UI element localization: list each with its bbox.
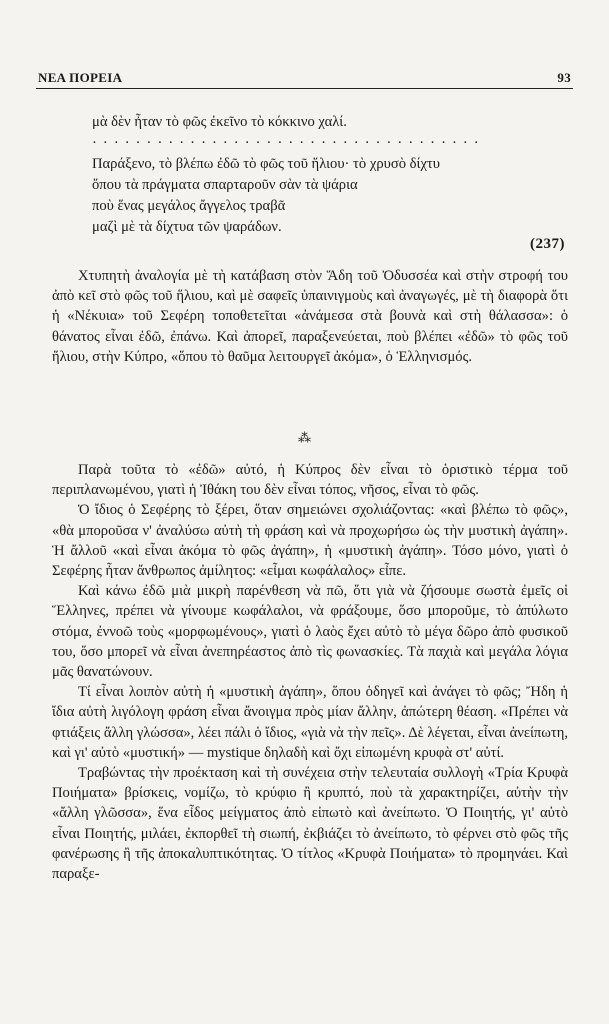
verse-line: μαζὶ μὲ τὰ δίχτυα τῶν ψαράδων.	[92, 219, 282, 235]
paragraph: Καὶ κάνω ἐδῶ μιὰ μικρὴ παρένθεση νὰ πῶ, ὅτι γιὰ νὰ ζήσουμε σωστὰ ἐμεῖς οἱ Ἕλληνες, πρέπει νὰ γίνουμε κωφάλαλοι, νὰ φράξουμε, ὅσο μποροῦμε, τὸ ἀπύλωτο στόμα, ἐννοῶ τοὺς «μορφωμένους», γιατὶ ὁ λαὸς ἔχει αὐτὸ τὸ μέγα δῶρο ἀπὸ φυσικοῦ του, ὅσο μπορεῖ νὰ εἶναι ἀνεπηρέαστος ἀπὸ τὶς φωνασκίες. Τὰ παχιὰ καὶ μεγάλα λόγια μᾶς θανατώνουν.	[52, 583, 568, 681]
paragraph: Παρὰ τοῦτα τὸ «ἐδῶ» αὐτό, ἡ Κύπρος δὲν εἶναι τὸ ὁριστικὸ τέρμα τοῦ περιπλανωμένου, γιατὶ ἡ Ἰθάκη του δὲν εἶναι τόπος, νῆσος, εἶναι τὸ φῶς.	[52, 462, 568, 499]
verse-line: Παράξενο, τὸ βλέπω ἐδῶ τὸ φῶς τοῦ ἥλιου· τὸ χρυσὸ δίχτυ	[92, 156, 441, 172]
paragraph: Χτυπητὴ ἀναλογία μὲ τὴ κατάβαση στὸν Ἅδη τοῦ Ὀδυσσέα καὶ στὴν στροφή του ἀπὸ κεῖ στὸ φῶς τοῦ ἥλιου, καὶ μὲ σαφεῖς ὑπαινιγμοὺς καὶ ἀναγωγές, μὲ τὴ διαφορὰ ὅτι ἡ «Νέκυια» τοῦ Σεφέρη τοποθετεῖται «ἀνάμεσα στὰ βουνὰ καὶ στὴ θάλασσα»: ὁ θάνατος εἶναι ἐδῶ, ἐπάνω. Καὶ ἀπορεῖ, παραξενεύεται, ποὺ βλέπει «ἐδῶ» τὸ φῶς τοῦ ἥλιου, στὴν Κύπρο, «ὅπου τὸ θαῦμα λειτουργεῖ ἀκόμα», ὁ Ἑλληνισμός.	[52, 268, 568, 365]
verse-line: ὅπου τὰ πράγματα σπαρταροῦν σὰν τὰ ψάρια	[92, 177, 358, 193]
running-header	[38, 70, 571, 86]
verse-number: (237)	[530, 236, 565, 252]
asterism-divider: ⁂	[298, 431, 311, 446]
paragraph: Τί εἶναι λοιπὸν αὐτὴ ἡ «μυστικὴ ἀγάπη», ὅπου ὁδηγεῖ καὶ ἀνάγει τὸ φῶς; Ἤδη ἡ ἴδια αὐτὴ λιγόλογη φράση εἶναι ἄνοιγμα πρὸς μίαν ἄλλην, ἀπώτερη θέαση. «Πρέπει νὰ φτιάξεις ἄλλη γλώσσα», λέει πάλι ὁ ἴδιος, «γιὰ νὰ τὴν πεῖς». Δὲ λέγεται, εἶναι ἀνείπωτη, καὶ γι' αὐτὸ «μυστική» — mystique δηλαδὴ καὶ ὄχι εἰπωμένη κρυφὰ στ' αὐτί.	[52, 684, 568, 761]
section-one	[52, 266, 568, 367]
verse-quote	[92, 112, 562, 238]
section-two	[52, 460, 568, 884]
page-number: 93	[557, 70, 571, 85]
journal-title: ΝΕΑ ΠΟΡΕΙΑ	[38, 70, 123, 85]
verse-ellipsis: · · · · · · · · · · · · · · · · · · · · · · · · · · · · · · · · · · · ·	[92, 135, 480, 151]
verse-line: ποὺ ἕνας μεγάλος ἄγγελος τραβᾶ	[92, 198, 286, 214]
verse-line: μὰ δὲν ἦταν τὸ φῶς ἐκεῖνο τὸ κόκκινο χαλί.	[92, 114, 347, 130]
header-rule	[36, 88, 573, 89]
paragraph: Ὁ ἴδιος ὁ Σεφέρης τὸ ξέρει, ὅταν σημειώνει σχολιάζοντας: «καὶ βλέπω τὸ φῶς», «θὰ μποροῦσα ν' ἀναλύσω αὐτὴ τὴ φράση καὶ νὰ προχωρήσω ὡς τὴν μυστικὴ ἀγάπη». Ἡ ἄλλοῦ «καὶ εἶναι ἀκόμα τὸ φῶς ἀγάπη», ἡ «μυστικὴ ἀγάπη». Τόσο μόνο, γιατὶ ὁ Σεφέρης ἦταν ἄνθρωπος ἀμίλητος: «εἶμαι κωφάλαλος» εἶπε.	[52, 502, 568, 580]
paragraph: Τραβώντας τὴν προέκταση καὶ τὴ συνέχεια στὴν τελευταία συλλογὴ «Τρία Κρυφὰ Ποιήματα» βρίσκεις, νομίζω, τὸ κρύφιο ἢ κρυπτό, ποὺ τὰ χαρακτηρίζει, αὐτὴν τὴν «ἄλλη γλῶσσα», ἕνα εἶδος μείγματος ἀπὸ εἰπωτὸ καὶ ἀνείπωτο. Ὁ Ποιητής, γι' αὐτὸ εἶναι Ποιητής, μιλάει, ἐκπορθεῖ τὴ σιωπή, ἐκβιάζει τὸ ἀνείπωτο, τὸ φέρνει στὸ φῶς τῆς φανέρωσης ἢ τῆς ἀποκαλυπτικότητας. Ὁ τίτλος «Κρυφὰ Ποιήματα» τὸ προμηνάει. Καὶ παραξε-	[52, 765, 568, 883]
